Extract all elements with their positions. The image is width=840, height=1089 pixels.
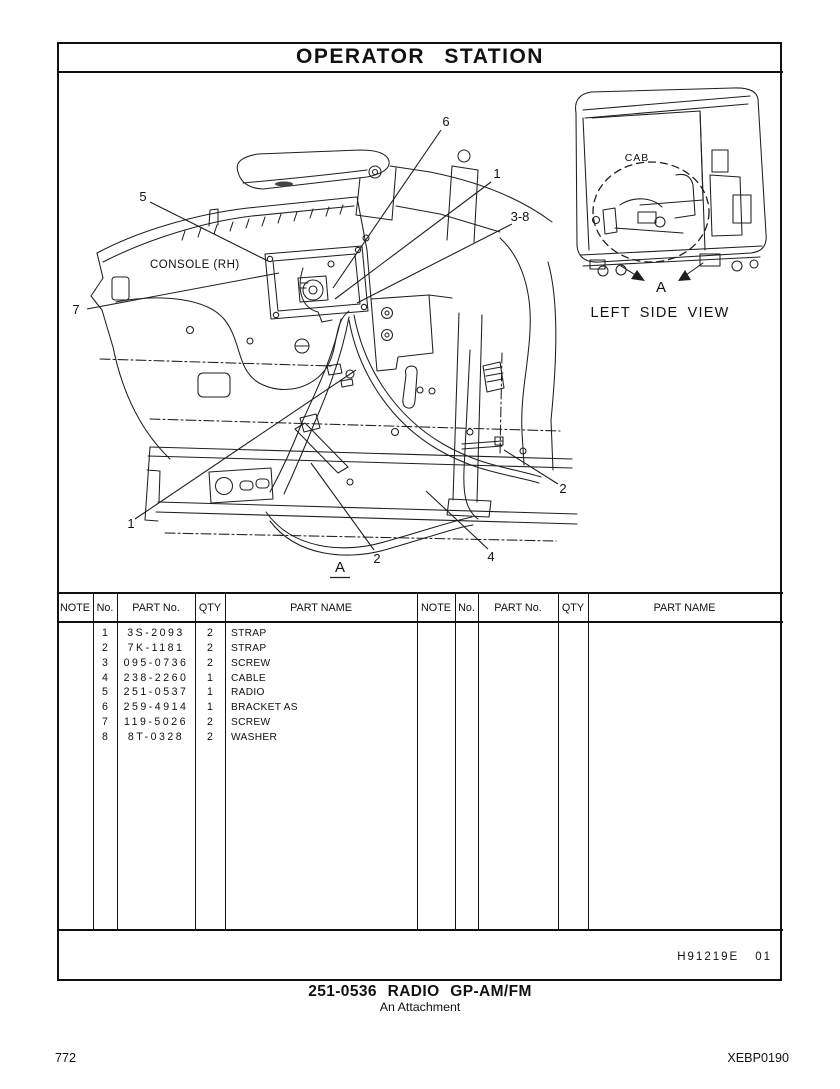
- cell-no: 8: [102, 730, 108, 743]
- callout-leader-lines: [87, 130, 558, 550]
- cell-part-name: WASHER: [231, 731, 278, 743]
- console-label: CONSOLE (RH): [150, 259, 240, 271]
- detail-view-letter: A: [334, 559, 346, 576]
- drawing-revision: 01: [755, 951, 772, 963]
- view-arrow-right-icon: [678, 270, 691, 281]
- assembly-caption: 251-0536 RADIO GP-AM/FM: [308, 983, 532, 1000]
- callout-2-right: 2: [559, 481, 567, 496]
- cell-part-no: 095-0736: [123, 656, 189, 669]
- cell-qty: 2: [207, 641, 213, 654]
- callout-1-bottom: 1: [127, 516, 135, 531]
- col-header-note-2: NOTE: [421, 602, 451, 614]
- view-arrow-left-icon: [631, 270, 645, 281]
- cell-qty: 1: [207, 671, 213, 684]
- cell-part-no: 8T-0328: [127, 730, 185, 743]
- col-header-partno: PART No.: [132, 602, 180, 614]
- col-header-no-2: No.: [458, 602, 475, 614]
- cell-part-name: BRACKET AS: [231, 702, 298, 714]
- callout-2-mid: 2: [373, 551, 381, 566]
- cell-no: 3: [102, 656, 108, 669]
- cab-label: CAB: [624, 152, 650, 164]
- cell-qty: 2: [207, 656, 213, 669]
- cell-no: 7: [102, 716, 108, 729]
- cell-qty: 2: [207, 716, 213, 729]
- page-title: OPERATOR STATION: [296, 45, 544, 68]
- callout-1-top: 1: [493, 166, 501, 181]
- col-header-partname-2: PART NAME: [653, 602, 716, 614]
- callout-6: 6: [442, 114, 450, 129]
- col-header-qty-2: QTY: [561, 602, 585, 614]
- col-header-note: NOTE: [60, 602, 90, 614]
- form-code: XEBP0190: [727, 1051, 789, 1065]
- cell-part-name: STRAP: [231, 628, 267, 639]
- cell-part-name: SCREW: [231, 717, 271, 729]
- cell-part-name: CABLE: [231, 672, 266, 684]
- cell-qty: 2: [207, 627, 213, 639]
- cell-part-no: 238-2260: [123, 671, 189, 684]
- col-header-no: No.: [96, 602, 114, 614]
- cell-part-no: 119-5026: [124, 716, 188, 729]
- col-header-partname: PART NAME: [290, 602, 352, 614]
- cell-no: 2: [102, 641, 108, 654]
- drawing-number: H91219E: [677, 951, 740, 963]
- cell-part-no: 3S-2093: [127, 627, 185, 639]
- cell-qty: 2: [207, 730, 213, 743]
- cell-qty: 1: [207, 686, 213, 699]
- col-header-partno-2: PART No.: [494, 602, 542, 614]
- inset-view-letter: A: [655, 279, 667, 296]
- cell-part-name: RADIO: [231, 687, 265, 699]
- cab-inset-art: [576, 88, 767, 281]
- cell-part-name: STRAP: [231, 642, 267, 654]
- cell-no: 4: [102, 671, 108, 684]
- cell-qty: 1: [207, 701, 213, 714]
- cell-part-no: 7K-1181: [127, 641, 185, 654]
- callout-4: 4: [487, 549, 495, 564]
- callout-3-8: 3-8: [510, 209, 530, 224]
- cell-part-name: SCREW: [231, 657, 271, 669]
- cell-no: 5: [102, 686, 108, 699]
- callout-5: 5: [139, 189, 147, 204]
- callout-7: 7: [72, 302, 80, 317]
- cell-part-no: 251-0537: [123, 686, 189, 699]
- cell-part-no: 259-4914: [123, 701, 189, 714]
- cell-no: 1: [102, 627, 108, 639]
- attachment-note: An Attachment: [379, 1000, 461, 1014]
- inset-caption: LEFT SIDE VIEW: [590, 305, 730, 321]
- cell-no: 6: [102, 701, 108, 714]
- drawing-code: [560, 951, 772, 963]
- col-header-qty: QTY: [198, 602, 222, 614]
- page-number: 772: [55, 1051, 77, 1065]
